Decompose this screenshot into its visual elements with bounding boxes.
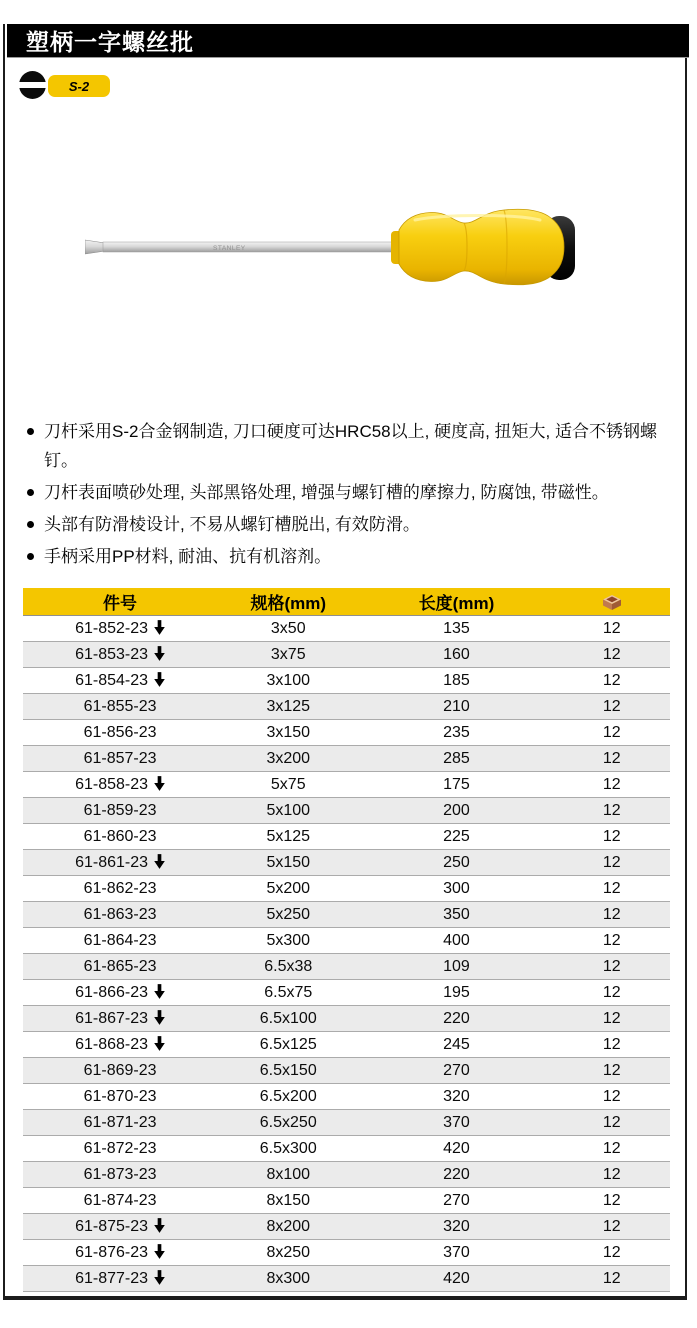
table-row: [23, 642, 670, 668]
spec-cell: 3x200: [217, 746, 359, 772]
length-cell: 135: [359, 616, 553, 642]
pack-qty-cell: 12: [554, 668, 670, 694]
table-row: [23, 954, 670, 980]
part-number-cell: [23, 720, 217, 746]
pack-qty-cell: 12: [554, 1214, 670, 1240]
feature-text: 手柄采用PP材料, 耐油、抗有机溶剂。: [44, 547, 332, 566]
part-number: 61-867-23: [75, 1009, 149, 1027]
part-number: 61-861-23: [75, 853, 149, 871]
spec-cell: 6.5x75: [217, 980, 359, 1006]
availability-arrow-icon: [154, 984, 165, 999]
spec-cell: 8x250: [217, 1240, 359, 1266]
part-number: 61-860-23: [83, 827, 157, 845]
pack-qty-cell: 12: [554, 1162, 670, 1188]
length-cell: 109: [359, 954, 553, 980]
pack-qty-cell: 12: [554, 928, 670, 954]
availability-arrow-icon: [154, 620, 165, 635]
table-row: [23, 876, 670, 902]
length-cell: 270: [359, 1188, 553, 1214]
table-row: [23, 902, 670, 928]
length-cell: 400: [359, 928, 553, 954]
table-row: [23, 1188, 670, 1214]
shaft: [103, 242, 399, 252]
part-number-cell: [23, 772, 217, 798]
length-cell: 210: [359, 694, 553, 720]
feature-text: 头部有防滑棱设计, 不易从螺钉槽脱出, 有效防滑。: [44, 515, 420, 534]
part-number: 61-854-23: [75, 671, 149, 689]
spec-cell: 3x125: [217, 694, 359, 720]
part-number-cell: [23, 798, 217, 824]
part-number: 61-857-23: [83, 749, 157, 767]
slotted-tip-icon: [19, 71, 46, 99]
part-number-cell: [23, 980, 217, 1006]
length-cell: 270: [359, 1058, 553, 1084]
table-row: [23, 772, 670, 798]
column-header-pack: [554, 588, 670, 616]
bullet-icon: [27, 489, 34, 496]
pack-qty-cell: 12: [554, 798, 670, 824]
part-number: 61-864-23: [83, 931, 157, 949]
steel-grade-badge: [48, 75, 110, 97]
spec-cell: 8x150: [217, 1188, 359, 1214]
bullet-icon: [27, 553, 34, 560]
length-cell: 320: [359, 1084, 553, 1110]
part-number: 61-855-23: [83, 697, 157, 715]
spec-table: [23, 588, 670, 1292]
table-row: [23, 850, 670, 876]
pack-qty-cell: 12: [554, 902, 670, 928]
pack-qty-cell: 12: [554, 1240, 670, 1266]
part-number-cell: [23, 1162, 217, 1188]
availability-arrow-icon: [154, 1244, 165, 1259]
pack-qty-cell: 12: [554, 1032, 670, 1058]
table-row: [23, 720, 670, 746]
table-row: [23, 824, 670, 850]
table-row: [23, 1006, 670, 1032]
length-cell: 320: [359, 1214, 553, 1240]
part-number-cell: [23, 902, 217, 928]
part-number: 61-856-23: [83, 723, 157, 741]
spec-cell: 3x75: [217, 642, 359, 668]
part-number-cell: [23, 876, 217, 902]
feature-list: [27, 417, 677, 574]
length-cell: 245: [359, 1032, 553, 1058]
part-number: 61-874-23: [83, 1191, 157, 1209]
table-row: [23, 1240, 670, 1266]
part-number: 61-863-23: [83, 905, 157, 923]
feature-item: [27, 542, 677, 571]
bullet-icon: [27, 521, 34, 528]
steel-grade-label: S-2: [68, 78, 90, 94]
length-cell: 160: [359, 642, 553, 668]
length-cell: 225: [359, 824, 553, 850]
part-number: 61-869-23: [83, 1061, 157, 1079]
availability-arrow-icon: [154, 646, 165, 661]
part-number-cell: [23, 928, 217, 954]
column-header-length: 长度(mm): [359, 588, 553, 616]
part-number-cell: [23, 1110, 217, 1136]
pack-qty-cell: 12: [554, 980, 670, 1006]
table-row: [23, 928, 670, 954]
table-row: [23, 1058, 670, 1084]
spec-cell: 5x250: [217, 902, 359, 928]
pack-qty-cell: 12: [554, 1266, 670, 1292]
part-number: 61-858-23: [75, 775, 149, 793]
spec-cell: 6.5x125: [217, 1032, 359, 1058]
table-row: [23, 1266, 670, 1292]
spec-cell: 8x200: [217, 1214, 359, 1240]
table-row: [23, 616, 670, 642]
pack-qty-cell: 12: [554, 1084, 670, 1110]
column-header-part: 件号: [23, 588, 217, 616]
table-row: [23, 980, 670, 1006]
blade-tip: [85, 240, 105, 254]
pack-qty-cell: 12: [554, 1110, 670, 1136]
feature-item: [27, 417, 677, 475]
length-cell: 370: [359, 1240, 553, 1266]
part-number: 61-871-23: [83, 1113, 157, 1131]
part-number-cell: [23, 1136, 217, 1162]
availability-arrow-icon: [154, 1218, 165, 1233]
part-number: 61-859-23: [83, 801, 157, 819]
part-number-cell: [23, 642, 217, 668]
length-cell: 185: [359, 668, 553, 694]
page-title-bar: [7, 24, 689, 57]
table-row: [23, 1162, 670, 1188]
availability-arrow-icon: [154, 776, 165, 791]
part-number: 61-870-23: [83, 1087, 157, 1105]
part-number-cell: [23, 1032, 217, 1058]
pack-qty-cell: 12: [554, 1058, 670, 1084]
part-number: 61-868-23: [75, 1035, 149, 1053]
table-row: [23, 1136, 670, 1162]
availability-arrow-icon: [154, 1270, 165, 1285]
length-cell: 220: [359, 1006, 553, 1032]
length-cell: 235: [359, 720, 553, 746]
part-number: 61-872-23: [83, 1139, 157, 1157]
length-cell: 300: [359, 876, 553, 902]
part-number-cell: [23, 1058, 217, 1084]
screwdriver-illustration: [85, 200, 590, 300]
package-icon: [601, 594, 623, 611]
part-number: 61-865-23: [83, 957, 157, 975]
pack-qty-cell: 12: [554, 824, 670, 850]
pack-qty-cell: 12: [554, 746, 670, 772]
table-row: [23, 1084, 670, 1110]
bullet-icon: [27, 428, 34, 435]
pack-qty-cell: 12: [554, 954, 670, 980]
availability-arrow-icon: [154, 672, 165, 687]
feature-item: [27, 478, 677, 507]
pack-qty-cell: 12: [554, 720, 670, 746]
spec-cell: 5x300: [217, 928, 359, 954]
availability-arrow-icon: [154, 1036, 165, 1051]
spec-cell: 5x100: [217, 798, 359, 824]
part-number-cell: [23, 1188, 217, 1214]
spec-cell: 3x150: [217, 720, 359, 746]
length-cell: 370: [359, 1110, 553, 1136]
table-row: [23, 798, 670, 824]
part-number-cell: [23, 1006, 217, 1032]
pack-qty-cell: 12: [554, 850, 670, 876]
pack-qty-cell: 12: [554, 876, 670, 902]
part-number-cell: [23, 1266, 217, 1292]
feature-text: 刀杆采用S-2合金钢制造, 刀口硬度可达HRC58以上, 硬度高, 扭矩大, 适合不锈钢螺钉。: [44, 422, 657, 470]
length-cell: 285: [359, 746, 553, 772]
table-row: [23, 746, 670, 772]
part-number-cell: [23, 668, 217, 694]
pack-qty-cell: 12: [554, 694, 670, 720]
table-row: [23, 1214, 670, 1240]
table-body: [23, 616, 670, 1292]
part-number-cell: [23, 850, 217, 876]
part-number-cell: [23, 824, 217, 850]
length-cell: 200: [359, 798, 553, 824]
part-number: 61-862-23: [83, 879, 157, 897]
table-row: [23, 694, 670, 720]
length-cell: 420: [359, 1136, 553, 1162]
length-cell: 250: [359, 850, 553, 876]
column-header-spec: 规格(mm): [217, 588, 359, 616]
length-cell: 195: [359, 980, 553, 1006]
spec-cell: 8x100: [217, 1162, 359, 1188]
part-number: 61-853-23: [75, 645, 149, 663]
part-number: 61-875-23: [75, 1217, 149, 1235]
part-number: 61-873-23: [83, 1165, 157, 1183]
part-number: 61-852-23: [75, 619, 149, 637]
part-number-cell: [23, 954, 217, 980]
length-cell: 420: [359, 1266, 553, 1292]
spec-cell: 6.5x100: [217, 1006, 359, 1032]
part-number: 61-877-23: [75, 1269, 149, 1287]
length-cell: 350: [359, 902, 553, 928]
page-title: 塑柄一字螺丝批: [26, 29, 194, 55]
part-number: 61-866-23: [75, 983, 149, 1001]
pack-qty-cell: 12: [554, 616, 670, 642]
product-image: [85, 200, 590, 300]
part-number-cell: [23, 616, 217, 642]
table-row: [23, 1110, 670, 1136]
pack-qty-cell: 12: [554, 1188, 670, 1214]
spec-cell: 8x300: [217, 1266, 359, 1292]
pack-qty-cell: 12: [554, 642, 670, 668]
length-cell: 220: [359, 1162, 553, 1188]
spec-cell: 5x75: [217, 772, 359, 798]
part-number-cell: [23, 694, 217, 720]
spec-cell: 5x125: [217, 824, 359, 850]
spec-cell: 6.5x38: [217, 954, 359, 980]
part-number: 61-876-23: [75, 1243, 149, 1261]
feature-text: 刀杆表面喷砂处理, 头部黑铬处理, 增强与螺钉槽的摩擦力, 防腐蚀, 带磁性。: [44, 483, 609, 502]
spec-cell: 6.5x250: [217, 1110, 359, 1136]
table-row: [23, 668, 670, 694]
pack-qty-cell: 12: [554, 772, 670, 798]
part-number-cell: [23, 1084, 217, 1110]
spec-cell: 6.5x150: [217, 1058, 359, 1084]
spec-cell: 3x100: [217, 668, 359, 694]
table-header-row: [23, 588, 670, 616]
shaft-marking: STANLEY: [213, 245, 246, 252]
part-number-cell: [23, 1240, 217, 1266]
spec-cell: 6.5x200: [217, 1084, 359, 1110]
feature-item: [27, 510, 677, 539]
spec-cell: 5x200: [217, 876, 359, 902]
spec-cell: 5x150: [217, 850, 359, 876]
availability-arrow-icon: [154, 854, 165, 869]
part-number-cell: [23, 746, 217, 772]
pack-qty-cell: 12: [554, 1136, 670, 1162]
spec-cell: 6.5x300: [217, 1136, 359, 1162]
availability-arrow-icon: [154, 1010, 165, 1025]
spec-cell: 3x50: [217, 616, 359, 642]
pack-qty-cell: 12: [554, 1006, 670, 1032]
part-number-cell: [23, 1214, 217, 1240]
table-row: [23, 1032, 670, 1058]
length-cell: 175: [359, 772, 553, 798]
